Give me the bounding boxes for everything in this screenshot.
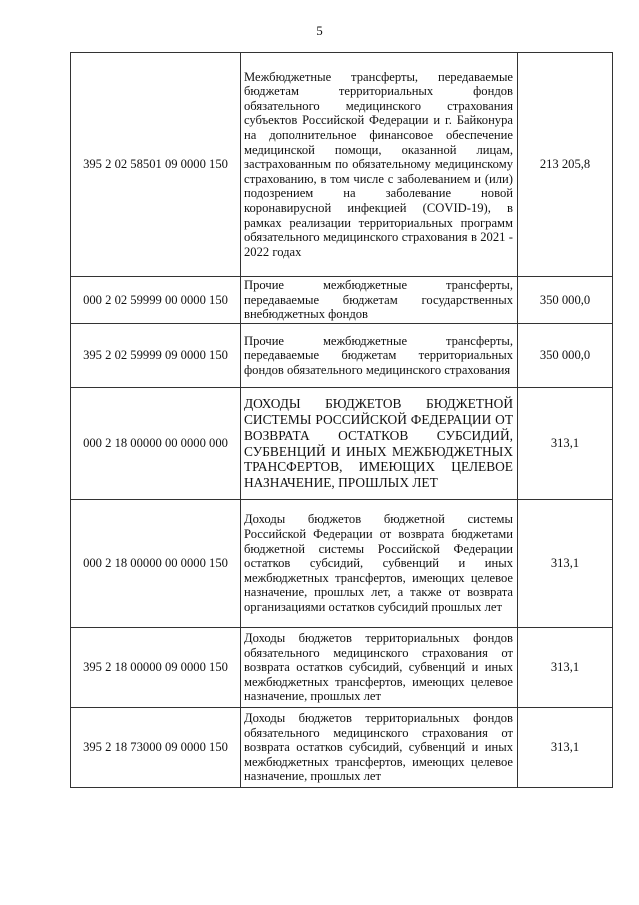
revenue-name-cell: Доходы бюджетов территориальных фондов обязательного медицинского страхования от возврата остатков субсидий, субвенций и иных межбюджетных трансфертов, имеющих целевое назначение, прошлых лет <box>241 628 518 708</box>
table-row <box>71 53 613 277</box>
table-row <box>71 500 613 628</box>
budget-code-cell: 000 2 18 00000 00 0000 000 <box>71 388 241 500</box>
budget-code-cell: 395 2 02 58501 09 0000 150 <box>71 53 241 277</box>
budget-code-cell: 000 2 18 00000 00 0000 150 <box>71 500 241 628</box>
amount-cell: 350 000,0 <box>518 277 613 324</box>
budget-code-cell: 000 2 02 59999 00 0000 150 <box>71 277 241 324</box>
amount-cell: 213 205,8 <box>518 53 613 277</box>
table-row <box>71 708 613 788</box>
budget-revenue-table <box>70 52 613 788</box>
page-number: 5 <box>316 23 323 38</box>
table-row <box>71 628 613 708</box>
amount-cell: 313,1 <box>518 388 613 500</box>
revenue-name-cell: Доходы бюджетов бюджетной системы Российской Федерации от возврата бюджетами бюджетной системы Российской Федерации остатков субсидий, субвенций и иных межбюджетных трансфертов, имеющих целевое назначение, прошлых лет, а также от возврата организациями остатков субсидий прошлых лет <box>241 500 518 628</box>
revenue-name-cell: Доходы бюджетов территориальных фондов обязательного медицинского страхования от возврата остатков субсидий, субвенций и иных межбюджетных трансфертов, имеющих целевое назначение, прошлых лет <box>241 708 518 788</box>
table-row <box>71 388 613 500</box>
revenue-name-cell: ДОХОДЫ БЮДЖЕТОВ БЮДЖЕТНОЙ СИСТЕМЫ РОССИЙСКОЙ ФЕДЕРАЦИИ ОТ ВОЗВРАТА ОСТАТКОВ СУБСИДИЙ, СУБВЕНЦИЙ И ИНЫХ МЕЖБЮДЖЕТНЫХ ТРАНСФЕРТОВ, ИМЕЮЩИХ ЦЕЛЕВОЕ НАЗНАЧЕНИЕ, ПРОШЛЫХ ЛЕТ <box>241 388 518 500</box>
budget-code-cell: 395 2 18 00000 09 0000 150 <box>71 628 241 708</box>
amount-cell: 313,1 <box>518 708 613 788</box>
revenue-name-cell: Межбюджетные трансферты, передаваемые бюджетам территориальных фондов обязательного медицинского страхования субъектов Российской Федерации и г. Байконура на дополнительное финансовое обеспечение медицинской помощи, оказанной лицам, застрахованным по обязательному медицинскому страхованию, в том числе с заболеванием и (или) подозрением на заболевание новой коронавирусной инфекцией (COVID-19), в рамках реализации территориальных программ обязательного медицинского страхования в 2021 - 2022 годах <box>241 53 518 277</box>
amount-cell: 313,1 <box>518 500 613 628</box>
table-row <box>71 324 613 388</box>
budget-code-cell: 395 2 18 73000 09 0000 150 <box>71 708 241 788</box>
table-row <box>71 277 613 324</box>
amount-cell: 350 000,0 <box>518 324 613 388</box>
revenue-name-cell: Прочие межбюджетные трансферты, передаваемые бюджетам государственных внебюджетных фондов <box>241 277 518 324</box>
budget-code-cell: 395 2 02 59999 09 0000 150 <box>71 324 241 388</box>
revenue-name-cell: Прочие межбюджетные трансферты, передаваемые бюджетам территориальных фондов обязательного медицинского страхования <box>241 324 518 388</box>
amount-cell: 313,1 <box>518 628 613 708</box>
